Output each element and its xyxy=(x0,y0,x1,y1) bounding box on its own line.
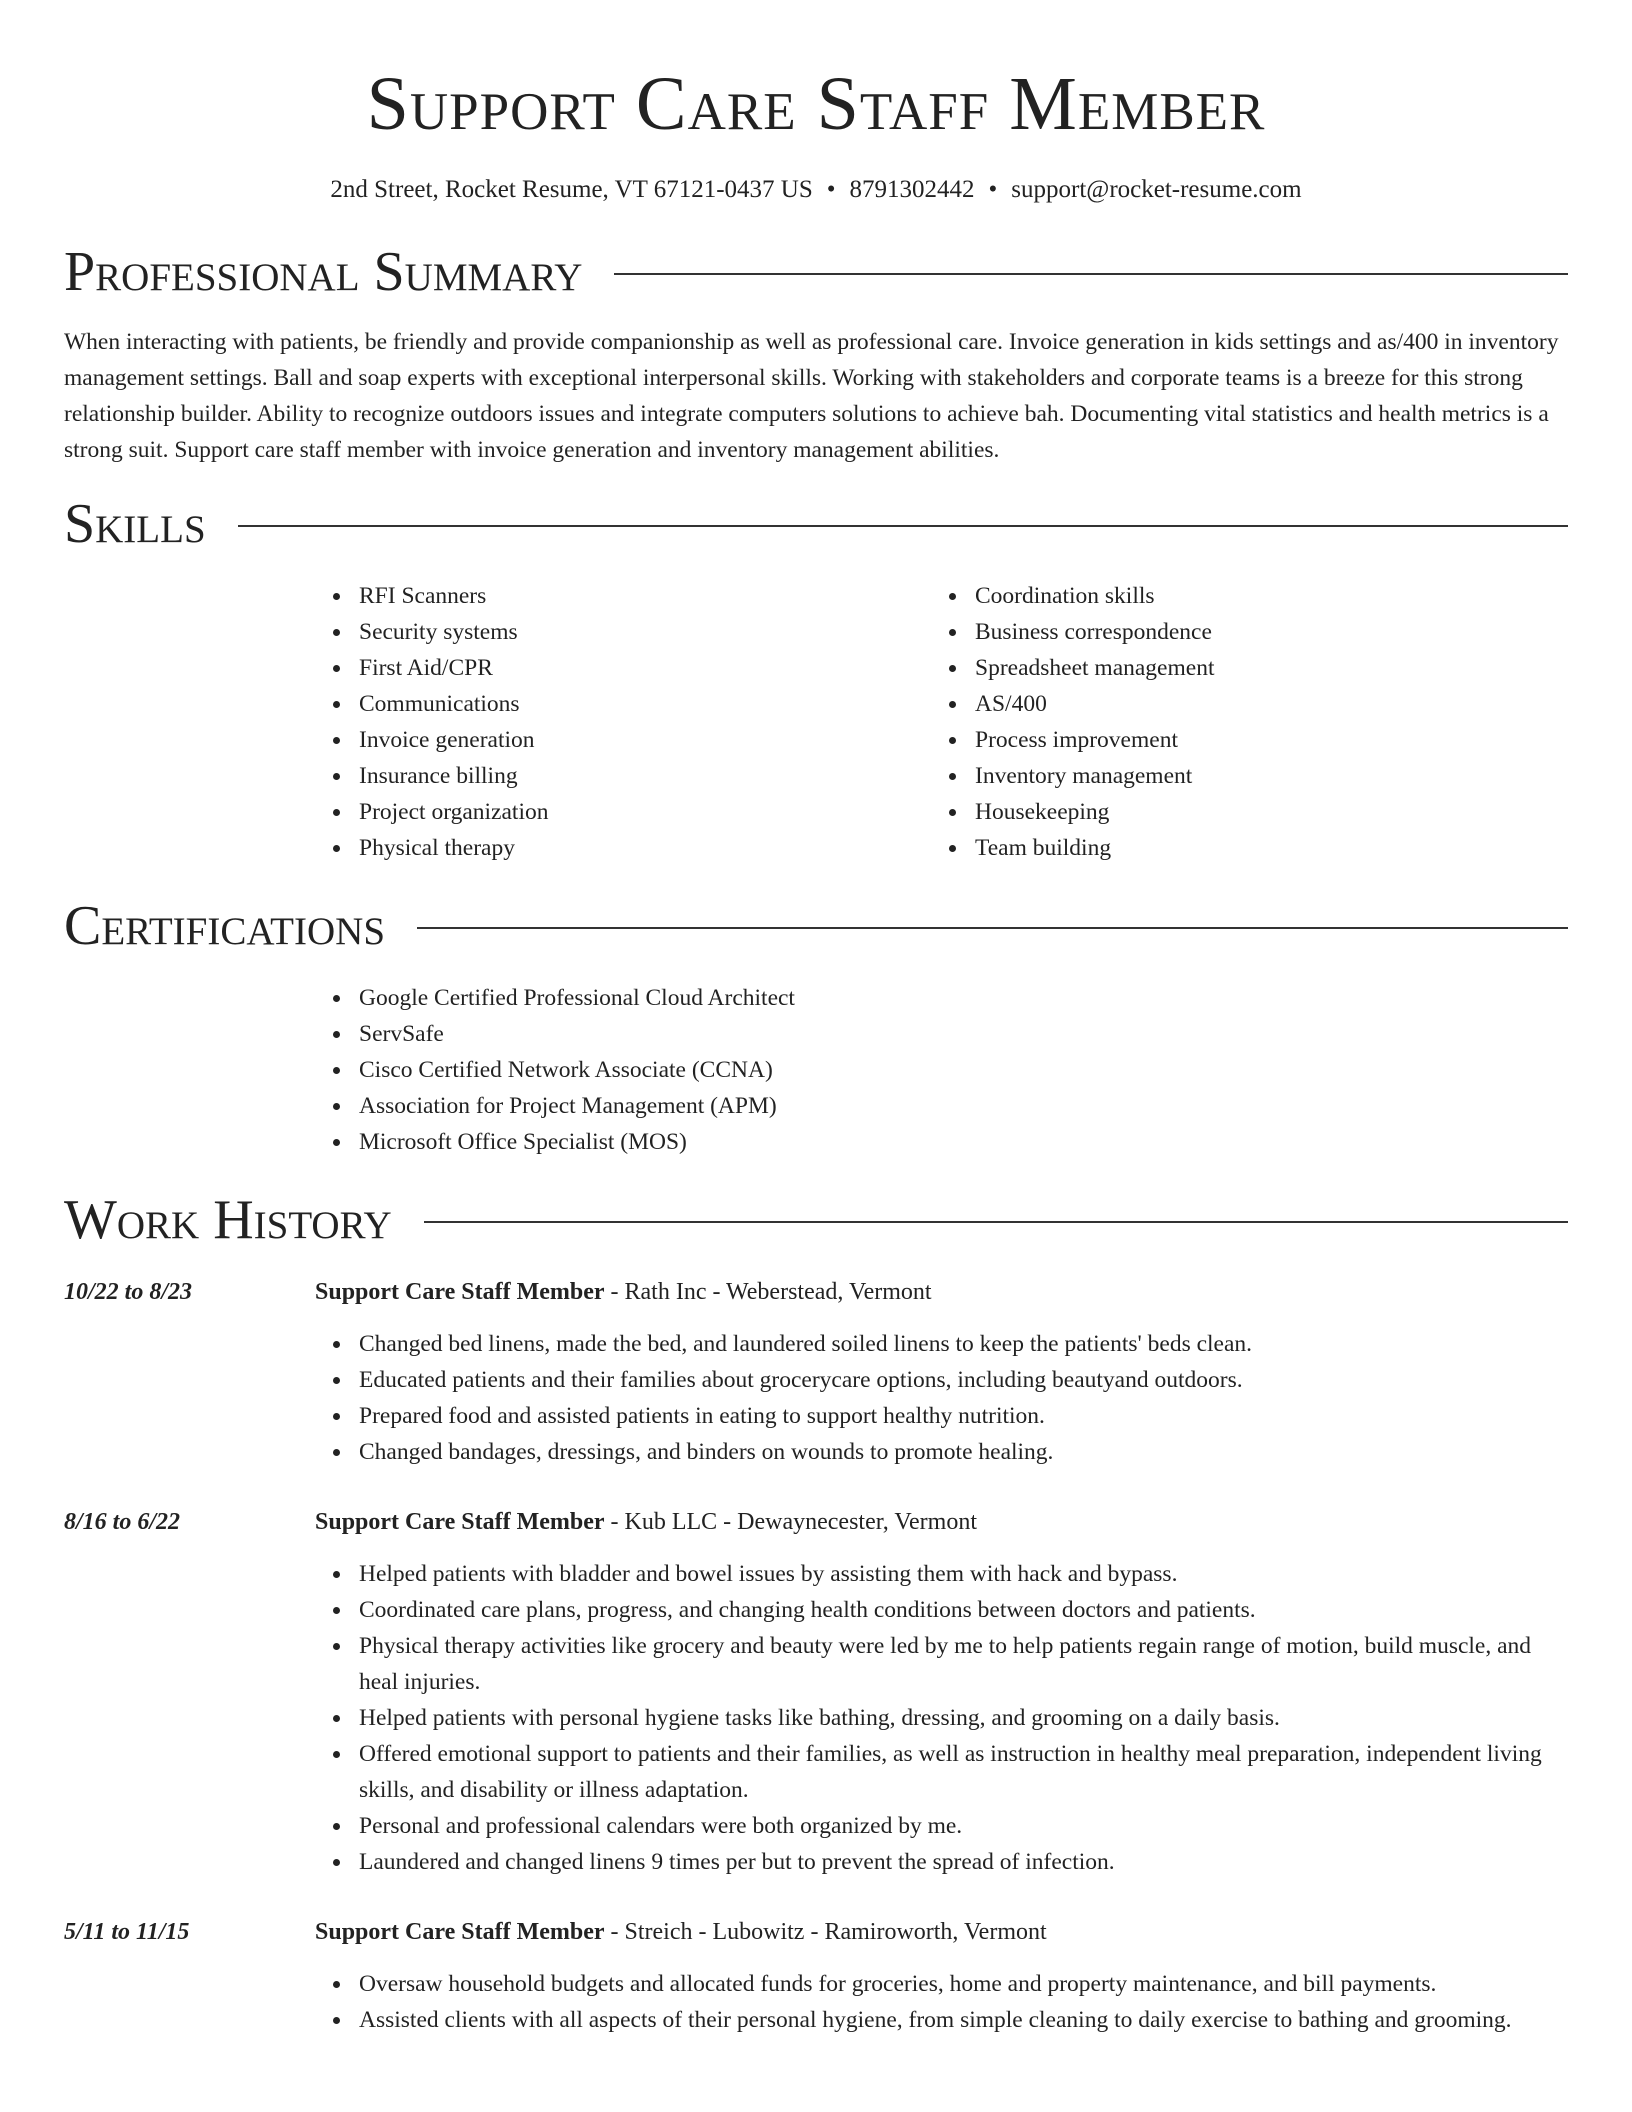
skill-item: Process improvement xyxy=(975,722,1547,758)
job-details xyxy=(315,1914,1568,2038)
job-role: Support Care Staff Member xyxy=(315,1509,605,1535)
section-title-work-history: Work History xyxy=(64,1189,392,1251)
section-header xyxy=(64,888,1568,964)
job-bullet: Personal and professional calendars were both organized by me. xyxy=(359,1808,1568,1844)
job-bullet: Laundered and changed linens 9 times per but to prevent the spread of infection. xyxy=(359,1844,1568,1880)
job-title-line xyxy=(315,1504,1568,1540)
job-role: Support Care Staff Member xyxy=(315,1919,605,1945)
skill-item: First Aid/CPR xyxy=(359,650,931,686)
section-title-summary: Professional Summary xyxy=(64,241,583,303)
skill-item: Inventory management xyxy=(975,758,1547,794)
skill-item: Physical therapy xyxy=(359,830,931,866)
section-header xyxy=(64,234,1568,310)
summary-text: When interacting with patients, be friendly and provide companionship as well as professional care. Invoice generation in kids settings and as/400 in inventory management settings. Ball and soap experts with exceptional interpersonal skills. Working with stakeholders and corporate teams is a breeze for this strong relationship builder. Ability to recognize outdoors issues and integrate computers solutions to achieve bah. Documenting vital statistics and health metrics is a strong suit. Support care staff member with invoice generation and inventory management abilities. xyxy=(64,329,1559,463)
contact-separator: • xyxy=(826,176,836,203)
job-role: Support Care Staff Member xyxy=(315,1279,605,1305)
certifications-list xyxy=(315,980,1568,1160)
job-employer: - Rath Inc - Weberstead, Vermont xyxy=(604,1279,932,1305)
job-dates: 10/22 to 8/23 xyxy=(64,1279,193,1305)
skills-list-right xyxy=(931,578,1547,866)
certification-item: Cisco Certified Network Associate (CCNA) xyxy=(359,1052,1568,1088)
job-title-line xyxy=(315,1914,1568,1950)
skills-list-left xyxy=(315,578,931,866)
job-employer: - Kub LLC - Dewaynecester, Vermont xyxy=(604,1509,977,1535)
job-bullet: Oversaw household budgets and allocated funds for groceries, home and property maintenance, and bill payments. xyxy=(359,1966,1568,2002)
job-title-line xyxy=(315,1274,1568,1310)
skills-grid xyxy=(315,578,1568,866)
skill-item: AS/400 xyxy=(975,686,1547,722)
skill-item: Security systems xyxy=(359,614,931,650)
job-bullets xyxy=(315,1326,1568,1470)
job-bullet: Changed bed linens, made the bed, and laundered soiled linens to keep the patients' beds clean. xyxy=(359,1326,1568,1362)
job-details xyxy=(315,1504,1568,1880)
certifications-section xyxy=(64,888,1568,1160)
skill-item: Invoice generation xyxy=(359,722,931,758)
work-history-section xyxy=(64,1182,1568,2038)
certification-item: Microsoft Office Specialist (MOS) xyxy=(359,1124,1568,1160)
job-bullet: Educated patients and their families about grocerycare options, including beautyand outdoors. xyxy=(359,1362,1568,1398)
job-dates: 8/16 to 6/22 xyxy=(64,1509,181,1535)
candidate-name: Support Care Staff Member xyxy=(366,62,1266,146)
jobs-list xyxy=(64,1274,1568,2038)
job-entry xyxy=(64,1274,1568,1470)
skill-item: Spreadsheet management xyxy=(975,650,1547,686)
skills-section xyxy=(64,486,1568,866)
skill-item: Business correspondence xyxy=(975,614,1547,650)
section-header xyxy=(64,1182,1568,1258)
resume-header xyxy=(64,0,1568,208)
skill-item: Project organization xyxy=(359,794,931,830)
contact-separator: • xyxy=(988,176,998,203)
section-title-certifications: Certifications xyxy=(64,895,386,957)
skill-item: Communications xyxy=(359,686,931,722)
certification-item: ServSafe xyxy=(359,1016,1568,1052)
section-divider xyxy=(614,273,1568,275)
skill-item: Team building xyxy=(975,830,1547,866)
summary-section xyxy=(64,234,1568,468)
skill-item: RFI Scanners xyxy=(359,578,931,614)
certification-item: Association for Project Management (APM) xyxy=(359,1088,1568,1124)
job-bullet: Offered emotional support to patients and their families, as well as instruction in healthy meal preparation, independent living skills, and disability or illness adaptation. xyxy=(359,1736,1568,1808)
job-dates: 5/11 to 11/15 xyxy=(64,1919,190,1945)
section-title-skills: Skills xyxy=(64,493,206,555)
job-bullet: Prepared food and assisted patients in eating to support healthy nutrition. xyxy=(359,1398,1568,1434)
skills-column-left xyxy=(315,578,931,866)
contact-line xyxy=(64,172,1568,208)
job-bullet: Physical therapy activities like grocery and beauty were led by me to help patients regain range of motion, build muscle, and heal injuries. xyxy=(359,1628,1568,1700)
job-bullet: Assisted clients with all aspects of their personal hygiene, from simple cleaning to daily exercise to bathing and grooming. xyxy=(359,2002,1568,2038)
certification-item: Google Certified Professional Cloud Architect xyxy=(359,980,1568,1016)
address: 2nd Street, Rocket Resume, VT 67121-0437 US xyxy=(330,176,813,203)
certifications-body xyxy=(315,980,1568,1160)
section-header xyxy=(64,486,1568,562)
job-entry xyxy=(64,1914,1568,2038)
job-bullet: Helped patients with personal hygiene tasks like bathing, dressing, and grooming on a daily basis. xyxy=(359,1700,1568,1736)
skill-item: Housekeeping xyxy=(975,794,1547,830)
job-bullet: Coordinated care plans, progress, and changing health conditions between doctors and patients. xyxy=(359,1592,1568,1628)
skills-column-right xyxy=(931,578,1547,866)
job-bullets xyxy=(315,1556,1568,1880)
section-divider xyxy=(424,1221,1568,1223)
skill-item: Coordination skills xyxy=(975,578,1547,614)
email: support@rocket-resume.com xyxy=(1011,176,1302,203)
section-divider xyxy=(417,927,1568,929)
phone: 8791302442 xyxy=(849,176,975,203)
job-employer: - Streich - Lubowitz - Ramiroworth, Vermont xyxy=(604,1919,1047,1945)
job-entry xyxy=(64,1504,1568,1880)
job-bullets xyxy=(315,1966,1568,2038)
section-divider xyxy=(238,525,1568,527)
job-bullet: Changed bandages, dressings, and binders on wounds to promote healing. xyxy=(359,1434,1568,1470)
skill-item: Insurance billing xyxy=(359,758,931,794)
job-details xyxy=(315,1274,1568,1470)
job-bullet: Helped patients with bladder and bowel issues by assisting them with hack and bypass. xyxy=(359,1556,1568,1592)
